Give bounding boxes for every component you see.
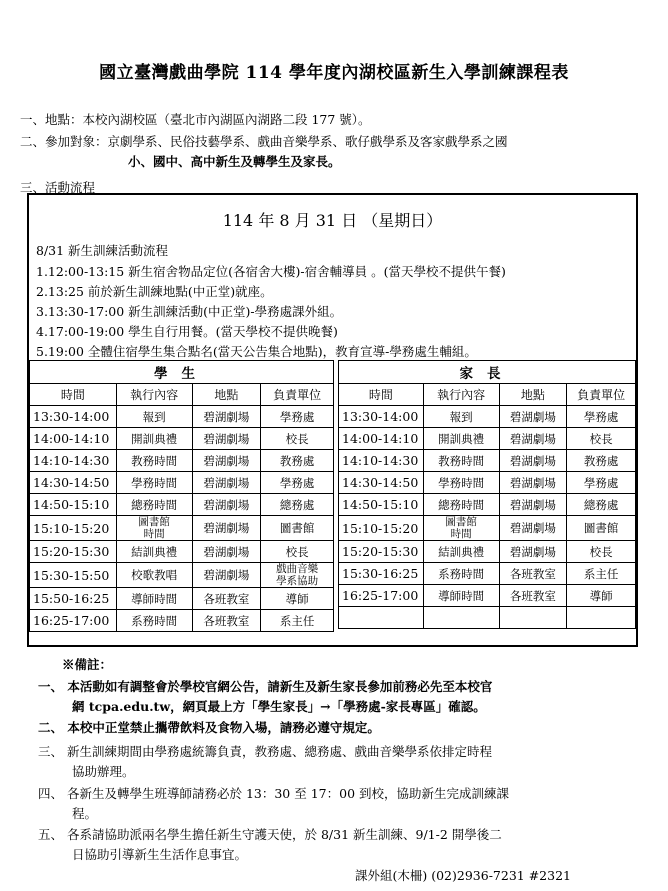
participants-item-cont: 小、國中、高中新生及轉學生及家長。: [128, 154, 341, 169]
table-cell: 各班教室: [192, 588, 261, 610]
column-header: 負責單位: [261, 384, 334, 406]
table-cell: 系主任: [567, 563, 636, 585]
table-row: [30, 472, 334, 494]
table-cell: 15:30-15:50: [30, 563, 117, 588]
note-item: 一、 本活動如有調整會於學校官網公告，請新生及新生家長參加前務必先至本校官: [38, 679, 493, 694]
note-item-cont: 程。: [72, 806, 98, 821]
table-cell: 總務時間: [423, 494, 499, 516]
table-cell: 校歌教唱: [116, 563, 192, 588]
table-cell: 13:30-14:00: [30, 406, 117, 428]
table-cell: 15:20-15:30: [30, 541, 117, 563]
table-cell: 碧湖劇場: [192, 450, 261, 472]
table-row: [339, 428, 636, 450]
flow-item: 1.12:00-13:15 新生宿舍物品定位(各宿舍大樓)-宿舍輔導員 。(當天學校不提供午餐): [36, 264, 506, 279]
flow-item: 2.13:25 前於新生訓練地點(中正堂)就座。: [36, 284, 273, 299]
table-cell: 教務處: [261, 450, 334, 472]
table-cell: 14:10-14:30: [339, 450, 424, 472]
table-cell: 14:30-14:50: [30, 472, 117, 494]
table-cell: 學務處: [567, 406, 636, 428]
note-item: 二、 本校中正堂禁止攜帶飲料及食物入場，請務必遵守規定。: [38, 720, 380, 735]
table-cell: 碧湖劇場: [192, 563, 261, 588]
participants-item: 二、參加對象：京劇學系、民俗技藝學系、戲曲音樂學系、歌仔戲學系及客家戲學系之國: [20, 134, 508, 149]
table-cell: 校長: [567, 428, 636, 450]
table-cell: 結訓典禮: [116, 541, 192, 563]
table-cell: 圖書館: [567, 516, 636, 541]
column-header: 負責單位: [567, 384, 636, 406]
table-cell: 教務處: [567, 450, 636, 472]
flow-item: 4.17:00-19:00 學生自行用餐。(當天學校不提供晚餐): [36, 324, 338, 339]
table-cell: 15:10-15:20: [339, 516, 424, 541]
table-cell: 教務時間: [116, 450, 192, 472]
notes-heading: ※備註：: [62, 657, 113, 672]
table-row: [339, 563, 636, 585]
table-row: [30, 494, 334, 516]
table-cell: 各班教室: [499, 563, 567, 585]
table-cell: [423, 607, 499, 629]
contact-info: 課外組(木柵) (02)2936-7231 #2321: [355, 868, 571, 883]
table-row: [30, 563, 334, 588]
event-date: 114 年 8 月 31 日 （星期日）: [222, 211, 443, 230]
table-cell: 結訓典禮: [423, 541, 499, 563]
table-cell: 圖書館: [261, 516, 334, 541]
table-cell: 碧湖劇場: [192, 541, 261, 563]
table-cell: 碧湖劇場: [499, 494, 567, 516]
parent-schedule-table: [338, 360, 636, 629]
table-cell: 碧湖劇場: [499, 406, 567, 428]
table-row: [339, 472, 636, 494]
table-cell: 報到: [423, 406, 499, 428]
table-cell: 導師時間: [423, 585, 499, 607]
table-cell: 開訓典禮: [423, 428, 499, 450]
table-cell: [567, 607, 636, 629]
table-cell: 系務時間: [423, 563, 499, 585]
table-cell: 學務處: [261, 472, 334, 494]
table-cell: 校長: [261, 541, 334, 563]
table-row: [339, 450, 636, 472]
table-cell: 14:00-14:10: [30, 428, 117, 450]
table-cell: 學務處: [261, 406, 334, 428]
table-row: [339, 494, 636, 516]
table-cell: 學務時間: [423, 472, 499, 494]
table-cell: 系務時間: [116, 610, 192, 632]
column-header: 時間: [339, 384, 424, 406]
table-cell: 碧湖劇場: [192, 472, 261, 494]
flow-item: 3.13:30-17:00 新生訓練活動(中正堂)-學務處課外組。: [36, 304, 343, 319]
table-cell: 14:10-14:30: [30, 450, 117, 472]
table-cell: 14:50-15:10: [30, 494, 117, 516]
table-row: [339, 406, 636, 428]
schedule-heading: 三、活動流程: [20, 180, 96, 195]
column-header: 時間: [30, 384, 117, 406]
note-item-cont: 日協助引導新生生活作息事宜。: [72, 847, 248, 862]
table-cell: 報到: [116, 406, 192, 428]
table-cell: 15:30-16:25: [339, 563, 424, 585]
table-cell: 15:50-16:25: [30, 588, 117, 610]
parent-section-header: 家長: [339, 361, 636, 384]
table-cell: 14:30-14:50: [339, 472, 424, 494]
column-header: 地點: [499, 384, 567, 406]
table-cell: [499, 607, 567, 629]
table-cell: 13:30-14:00: [339, 406, 424, 428]
table-row: [30, 541, 334, 563]
table-cell: 各班教室: [499, 585, 567, 607]
table-row: [339, 585, 636, 607]
table-cell: 碧湖劇場: [499, 472, 567, 494]
table-cell: 各班教室: [192, 610, 261, 632]
table-cell: 戲曲音樂 學系協助: [261, 563, 334, 588]
table-cell: 學務處: [567, 472, 636, 494]
table-cell: 碧湖劇場: [192, 494, 261, 516]
note-item-cont: 協助辦理。: [72, 764, 135, 779]
column-header: 執行內容: [423, 384, 499, 406]
student-schedule-table: [29, 360, 334, 632]
table-cell: 16:25-17:00: [339, 585, 424, 607]
table-cell: 總務處: [567, 494, 636, 516]
table-row: [339, 516, 636, 541]
table-cell: 圖書館 時間: [423, 516, 499, 541]
note-item: 四、 各新生及轉學生班導師請務必於 13：30 至 17：00 到校，協助新生完成訓練課: [38, 786, 509, 801]
flow-item: 5.19:00 全體住宿學生集合點名(當天公告集合地點)，教育宣導-學務處生輔組。: [36, 344, 477, 359]
table-cell: 16:25-17:00: [30, 610, 117, 632]
table-cell: 碧湖劇場: [192, 406, 261, 428]
table-cell: 碧湖劇場: [499, 450, 567, 472]
table-cell: 碧湖劇場: [499, 516, 567, 541]
location-item: 一、地點：本校內湖校區（臺北市內湖區內湖路二段 177 號）。: [20, 112, 371, 127]
table-cell: 15:20-15:30: [339, 541, 424, 563]
column-header: 執行內容: [116, 384, 192, 406]
table-cell: 學務時間: [116, 472, 192, 494]
table-cell: 開訓典禮: [116, 428, 192, 450]
column-header: 地點: [192, 384, 261, 406]
table-cell: 教務時間: [423, 450, 499, 472]
table-row: [30, 406, 334, 428]
table-cell: 14:00-14:10: [339, 428, 424, 450]
table-cell: 導師: [261, 588, 334, 610]
note-item-cont: 網 tcpa.edu.tw，網頁最上方「學生家長」→「學務處-家長專區」確認。: [72, 699, 486, 714]
table-cell: 碧湖劇場: [499, 541, 567, 563]
table-cell: 15:10-15:20: [30, 516, 117, 541]
table-cell: 碧湖劇場: [499, 428, 567, 450]
table-cell: 總務處: [261, 494, 334, 516]
table-cell: 導師時間: [116, 588, 192, 610]
table-cell: 14:50-15:10: [339, 494, 424, 516]
table-cell: 總務時間: [116, 494, 192, 516]
note-item: 三、 新生訓練期間由學務處統籌負責，教務處、總務處、戲曲音樂學系依排定時程: [38, 744, 492, 759]
table-cell: 校長: [567, 541, 636, 563]
table-row: [30, 588, 334, 610]
table-row: [30, 516, 334, 541]
table-row: [339, 607, 636, 629]
table-row: [30, 610, 334, 632]
note-item: 五、 各系請協助派兩名學生擔任新生守護天使，於 8/31 新生訓練、9/1-2 開學後二: [38, 827, 502, 842]
document-title: 國立臺灣戲曲學院 114 學年度內湖校區新生入學訓練課程表: [99, 63, 569, 83]
table-cell: 校長: [261, 428, 334, 450]
table-row: [30, 450, 334, 472]
table-cell: 碧湖劇場: [192, 516, 261, 541]
table-cell: 系主任: [261, 610, 334, 632]
table-row: [339, 541, 636, 563]
table-cell: 導師: [567, 585, 636, 607]
flow-subtitle: 8/31 新生訓練活動流程: [36, 243, 169, 258]
student-section-header: 學生: [30, 361, 334, 384]
table-cell: 圖書館 時間: [116, 516, 192, 541]
table-row: [30, 428, 334, 450]
table-cell: 碧湖劇場: [192, 428, 261, 450]
table-cell: [339, 607, 424, 629]
